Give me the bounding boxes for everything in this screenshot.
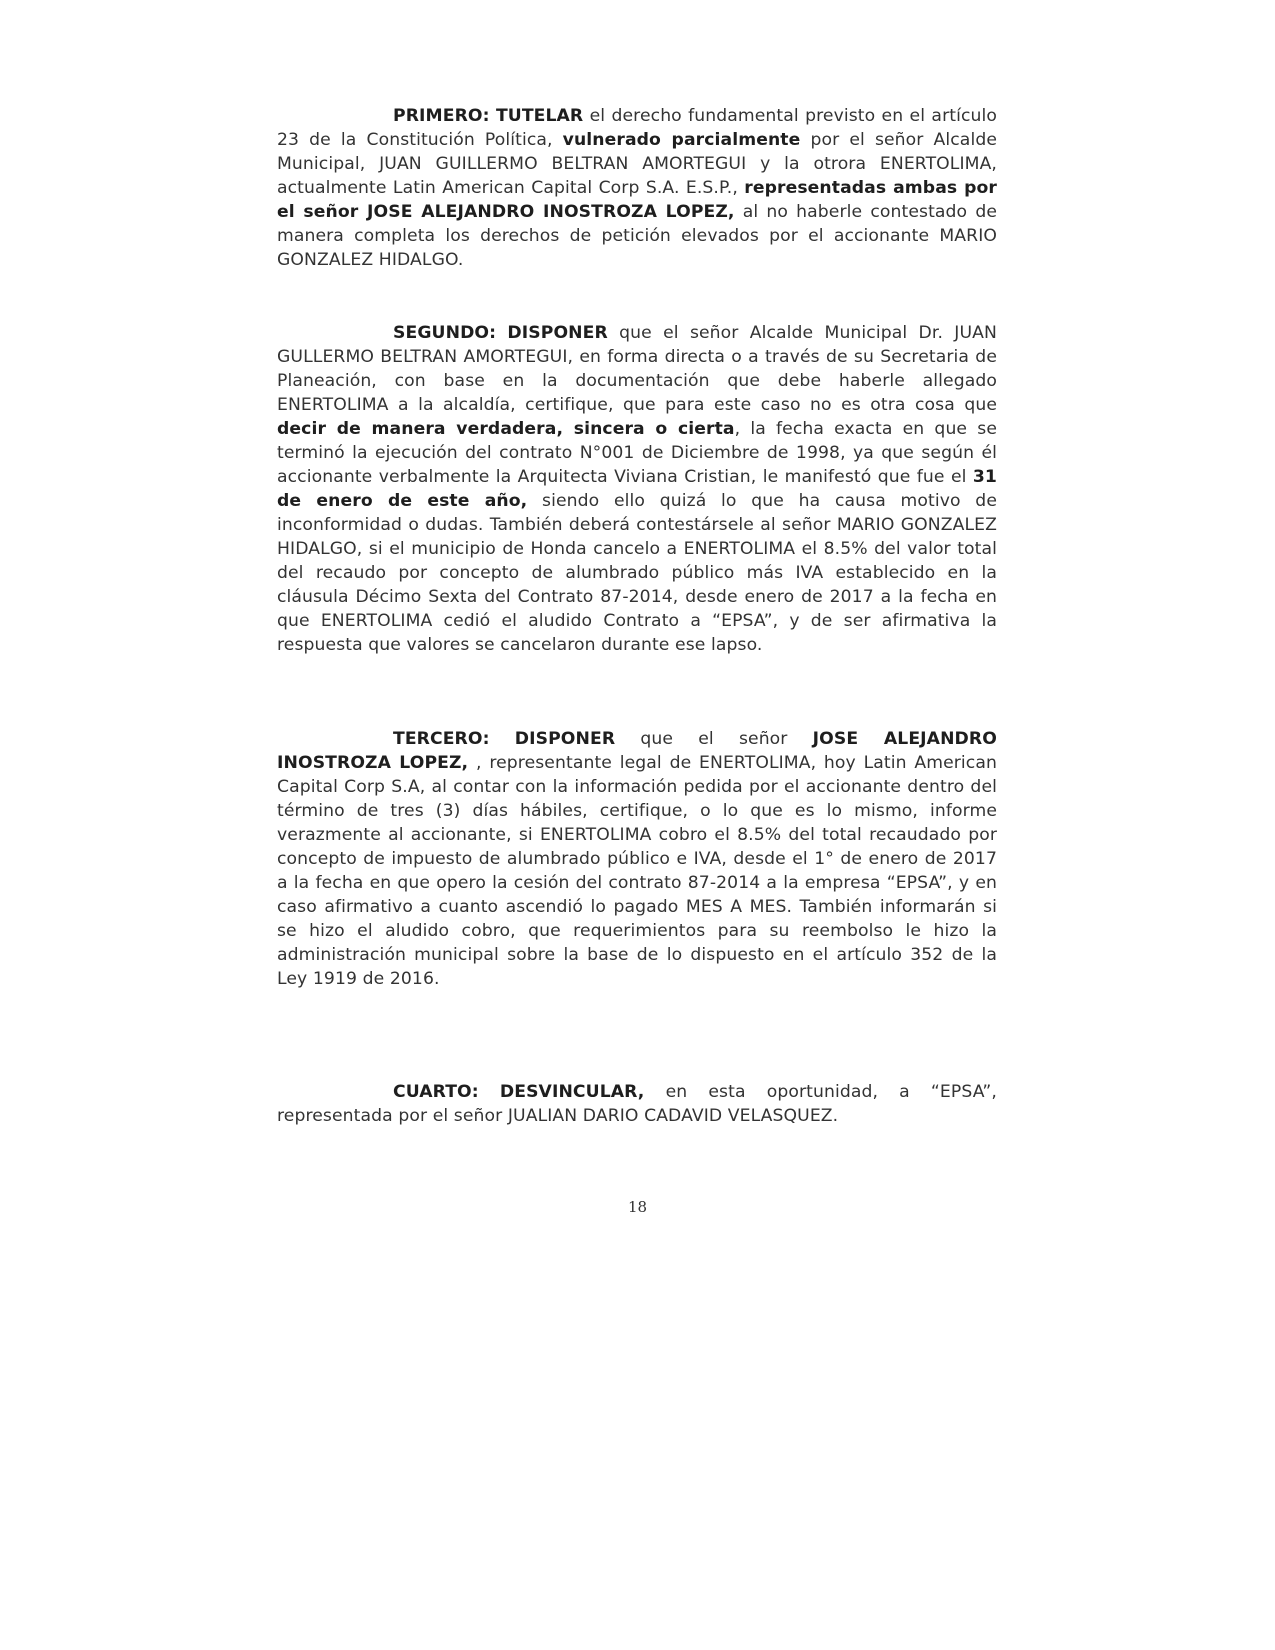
bold-text-segment: vulnerado parcialmente	[562, 130, 801, 150]
bold-text-segment: PRIMERO:	[393, 106, 490, 126]
text-segment: por el señor Alcalde Municipal, JUAN GUILLERMO BELTRAN AMORTEGUI y la otrora ENERTOLIMA, actualmente Latin American Capital Corp S.A. E.S.P.,	[277, 130, 998, 198]
bold-text-segment: decir de manera verdadera, sincera o cierta	[277, 419, 735, 439]
bold-text-segment: DESVINCULAR,	[499, 1082, 645, 1102]
text-segment: que el señor	[615, 729, 813, 749]
resolution-tercero-paragraph	[277, 727, 997, 991]
bold-text-segment: JOSE ALEJANDRO INOSTROZA LOPEZ,	[277, 729, 997, 773]
text-segment: siendo ello quizá lo que ha causa motivo de inconformidad o dudas. También deberá contestársele al señor MARIO GONZALEZ HIDALGO, si el municipio de Honda cancelo a ENERTOLIMA el 8.5% del valor total del recaudo por concepto de alumbrado público más IVA establecido en la cláusula Décimo Sexta del Contrato 87-2014, desde enero de 2017 a la fecha en que ENERTOLIMA cedió el aludido Contrato a “EPSA”, y de ser afirmativa la respuesta que valores se cancelaron durante ese lapso.	[277, 491, 997, 655]
text-segment: , representante legal de ENERTOLIMA, hoy Latin American Capital Corp S.A, al contar con la información pedida por el accionante dentro del término de tres (3) días hábiles, certifique, o lo que es lo mismo, informe verazmente al accionante, si ENERTOLIMA cobro el 8.5% del total recaudado por concepto de impuesto de alumbrado público e IVA, desde el 1° de enero de 2017 a la fecha en que opero la cesión del contrato 87-2014 a la empresa “EPSA”, y en caso afirmativo a cuanto ascendió lo pagado MES A MES. También informarán si se hizo el aludido cobro, que requerimientos para su reembolso le hizo la administración municipal sobre la base de lo dispuesto en el artículo 352 de la Ley 1919 de 2016.	[277, 753, 997, 989]
bold-text-segment: TERCERO:	[393, 729, 490, 749]
bold-text-segment: 31 de enero de este año,	[277, 467, 997, 511]
text-segment	[490, 729, 515, 749]
bold-text-segment: DISPONER	[507, 323, 608, 343]
resolution-segundo-paragraph	[277, 321, 997, 657]
bold-text-segment: TUTELAR	[495, 106, 584, 126]
bold-text-segment: CUARTO:	[393, 1082, 479, 1102]
bold-text-segment: DISPONER	[514, 729, 616, 749]
resolution-primero-paragraph	[277, 104, 997, 272]
text-segment: al no haberle contestado de manera completa los derechos de petición elevados por el accionante MARIO GONZALEZ HIDALGO.	[277, 202, 998, 270]
text-segment: el derecho fundamental previsto en el artículo 23 de la Constitución Política,	[277, 106, 997, 150]
text-segment: en esta oportunidad, a “EPSA”, representada por el señor JUALIAN DARIO CADAVID VELASQUEZ.	[277, 1082, 997, 1126]
text-segment	[496, 323, 507, 343]
text-segment: que el señor Alcalde Municipal Dr. JUAN GULLERMO BELTRAN AMORTEGUI, en forma directa o a través de su Secretaria de Planeación, con base en la documentación que debe haberle allegado ENERTOLIMA a la alcaldía, certifique, que para este caso no es otra cosa que	[277, 323, 997, 415]
bold-text-segment: SEGUNDO:	[393, 323, 497, 343]
resolution-cuarto-paragraph	[277, 1080, 997, 1128]
bold-text-segment: representadas ambas por el señor JOSE ALEJANDRO INOSTROZA LOPEZ,	[277, 178, 997, 222]
page-number: 18	[627, 1198, 648, 1216]
text-segment	[479, 1082, 500, 1102]
text-segment: , la fecha exacta en que se terminó la ejecución del contrato N°001 de Diciembre de 1998, ya que según él accionante verbalmente la Arquitecta Viviana Cristian, le manifestó que fue el	[277, 419, 997, 487]
